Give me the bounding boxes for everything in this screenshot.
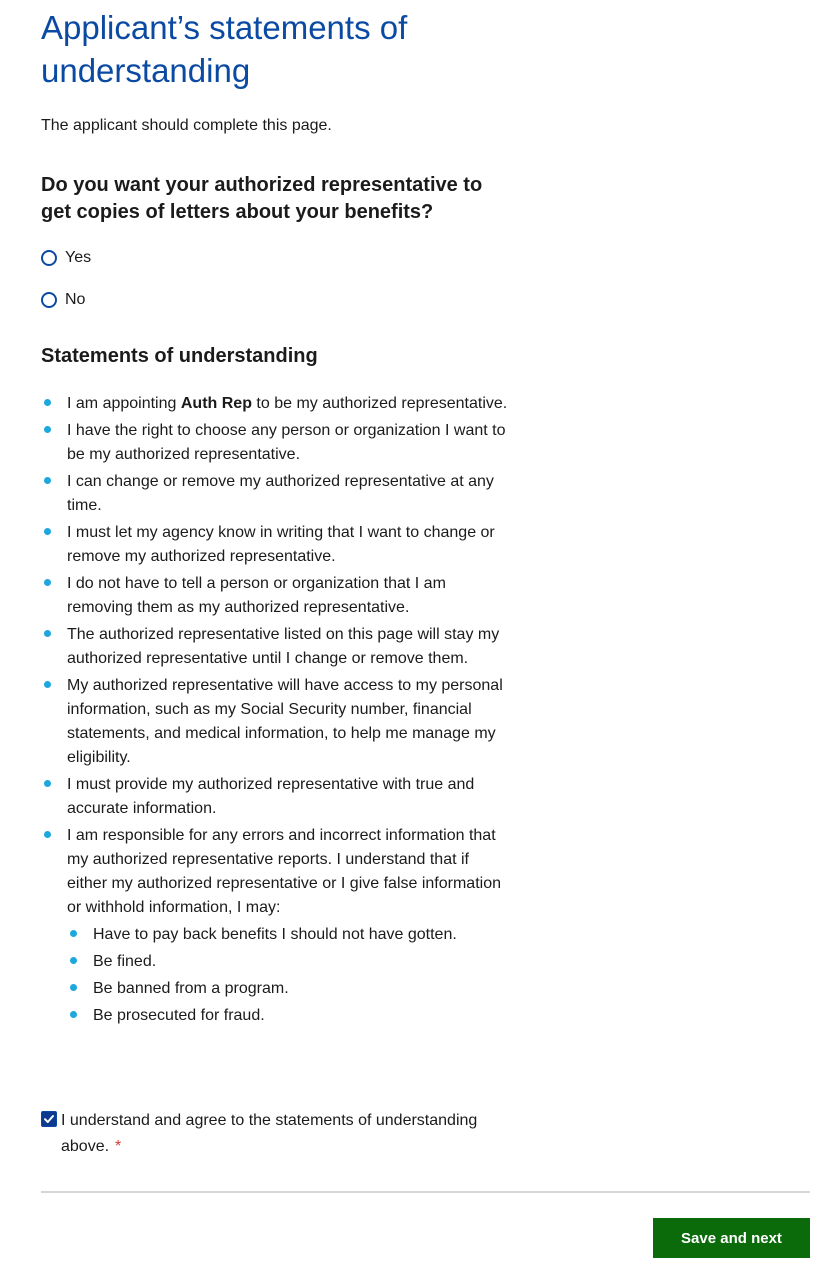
required-indicator: * (115, 1138, 122, 1155)
list-item (41, 392, 511, 416)
statement-text: I am responsible for any errors and incorrect information that my authorized representative reports. I understand that if either my authorized representative or I give false information or withhold information, I may: (67, 827, 501, 916)
divider (41, 1191, 810, 1193)
list-item: I must let my agency know in writing that I want to change or remove my authorized representative. (41, 521, 511, 569)
representative-name: Auth Rep (180, 395, 252, 412)
sub-list-item: Have to pay back benefits I should not have gotten. (67, 923, 511, 947)
statement-text: I am appointing (67, 395, 181, 412)
question-label: Do you want your authorized representative to get copies of letters about your benefits? (41, 174, 483, 223)
radio-option-no[interactable] (41, 291, 85, 309)
sub-list-item: Be fined. (67, 950, 511, 974)
sub-list-item: Be banned from a program. (67, 977, 511, 1001)
list-item: I do not have to tell a person or organization that I am removing them as my authorized representative. (41, 572, 511, 620)
list-item: I must provide my authorized representative with true and accurate information. (41, 773, 511, 821)
radio-label-yes: Yes (65, 249, 92, 266)
radio-circle-icon[interactable] (41, 292, 57, 308)
page-intro: The applicant should complete this page. (41, 117, 332, 134)
save-and-next-button[interactable]: Save and next (653, 1218, 810, 1258)
consequences-list (67, 923, 511, 1028)
agreement-label: I understand and agree to the statements of understanding above. (61, 1112, 478, 1155)
page-title: Applicant’s statements of understanding (41, 9, 408, 89)
list-item: My authorized representative will have access to my personal information, such as my Social Security number, financial statements, and medical information, to help me manage my eligibility. (41, 674, 511, 770)
checkmark-icon (43, 1113, 55, 1125)
sub-list-item: Be prosecuted for fraud. (67, 1004, 511, 1028)
agreement-checkbox[interactable] (41, 1111, 57, 1127)
list-item: I can change or remove my authorized representative at any time. (41, 470, 511, 518)
radio-option-yes[interactable] (41, 249, 91, 267)
statements-list (41, 392, 511, 1031)
statements-heading: Statements of understanding (41, 345, 318, 367)
list-item: The authorized representative listed on this page will stay my authorized representative until I change or remove them. (41, 623, 511, 671)
list-item (41, 824, 511, 1028)
list-item: I have the right to choose any person or organization I want to be my authorized representative. (41, 419, 511, 467)
agreement-field (41, 1108, 531, 1160)
statement-text: to be my authorized representative. (251, 395, 508, 412)
radio-circle-icon[interactable] (41, 250, 57, 266)
radio-label-no: No (65, 291, 86, 308)
